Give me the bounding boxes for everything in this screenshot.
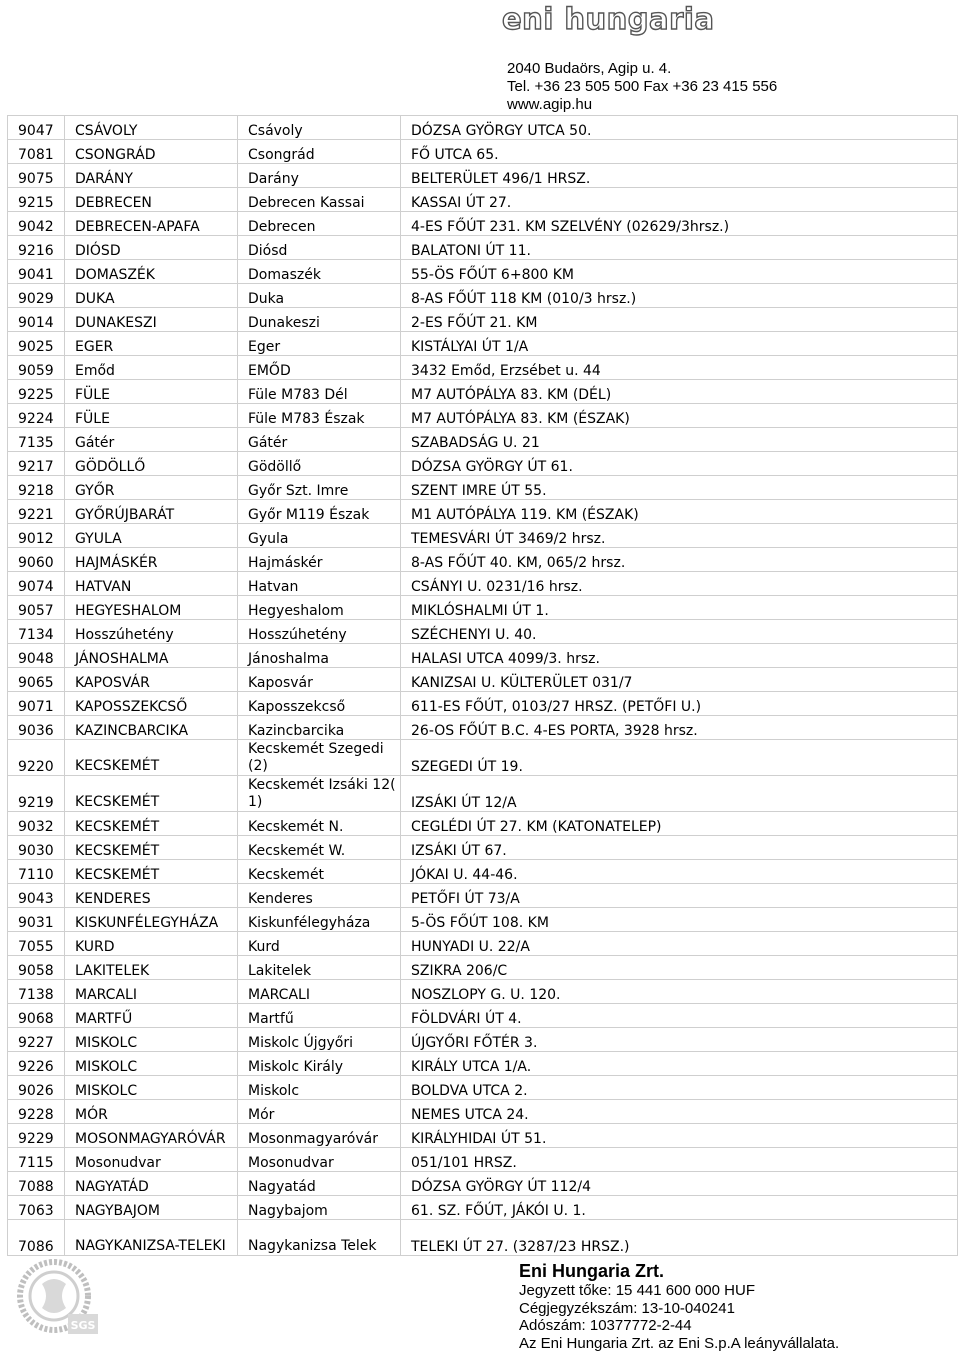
table-row <box>8 1028 958 1052</box>
station-address: 611-ES FŐÚT, 0103/27 HRSZ. (PETŐFI U.) <box>401 692 958 716</box>
station-address: SZEGEDI ÚT 19. <box>401 740 958 776</box>
station-name: Miskolc Király <box>238 1052 401 1076</box>
station-name: Hosszúhetény <box>238 620 401 644</box>
table-row <box>8 620 958 644</box>
station-code: 9216 <box>8 236 65 260</box>
station-city: MISKOLC <box>65 1028 238 1052</box>
station-name: Hajmáskér <box>238 548 401 572</box>
table-row <box>8 140 958 164</box>
table-row <box>8 716 958 740</box>
station-name: Csávoly <box>238 116 401 140</box>
station-code: 9014 <box>8 308 65 332</box>
station-city: KECSKEMÉT <box>65 836 238 860</box>
station-code: 7081 <box>8 140 65 164</box>
station-name: Kecskemét W. <box>238 836 401 860</box>
table-row <box>8 260 958 284</box>
station-code: 7110 <box>8 860 65 884</box>
table-row <box>8 980 958 1004</box>
table-row <box>8 692 958 716</box>
table-row <box>8 776 958 812</box>
table-row <box>8 524 958 548</box>
table-row <box>8 1124 958 1148</box>
station-name: Kurd <box>238 932 401 956</box>
station-code: 9058 <box>8 956 65 980</box>
station-city: MÓR <box>65 1100 238 1124</box>
sgs-seal-text: SGS <box>71 1319 96 1332</box>
station-name: Kecskemét N. <box>238 812 401 836</box>
station-name: Diósd <box>238 236 401 260</box>
station-address: DÓZSA GYÖRGY ÚT 112/4 <box>401 1172 958 1196</box>
station-address: 61. SZ. FŐÚT, JÁKÓI U. 1. <box>401 1196 958 1220</box>
station-name: Nagybajom <box>238 1196 401 1220</box>
station-city: MISKOLC <box>65 1076 238 1100</box>
station-code: 9026 <box>8 1076 65 1100</box>
station-city: EGER <box>65 332 238 356</box>
station-city: KENDERES <box>65 884 238 908</box>
station-name: Hatvan <box>238 572 401 596</box>
station-table <box>7 115 958 1256</box>
station-city: GYŐR <box>65 476 238 500</box>
station-address: KANIZSAI U. KÜLTERÜLET 031/7 <box>401 668 958 692</box>
station-address: 8-AS FŐÚT 118 KM (010/3 hrsz.) <box>401 284 958 308</box>
table-row <box>8 668 958 692</box>
station-code: 9043 <box>8 884 65 908</box>
station-name: Martfű <box>238 1004 401 1028</box>
station-code: 9228 <box>8 1100 65 1124</box>
station-address: BOLDVA UTCA 2. <box>401 1076 958 1100</box>
station-city: KECSKEMÉT <box>65 740 238 776</box>
station-code: 9042 <box>8 212 65 236</box>
station-address: HUNYADI U. 22/A <box>401 932 958 956</box>
station-code: 7134 <box>8 620 65 644</box>
station-code: 9059 <box>8 356 65 380</box>
station-city: Emőd <box>65 356 238 380</box>
station-name: Miskolc <box>238 1076 401 1100</box>
station-address: 4-ES FŐÚT 231. KM SZELVÉNY (02629/3hrsz.) <box>401 212 958 236</box>
station-code: 9220 <box>8 740 65 776</box>
website-link[interactable]: www.agip.hu <box>507 96 777 114</box>
station-code: 7063 <box>8 1196 65 1220</box>
station-code: 9060 <box>8 548 65 572</box>
table-row <box>8 308 958 332</box>
footer-registration: Cégjegyzékszám: 13-10-040241 <box>519 1300 839 1318</box>
station-city: NAGYBAJOM <box>65 1196 238 1220</box>
station-name: EMŐD <box>238 356 401 380</box>
station-address: KISTÁLYAI ÚT 1/A <box>401 332 958 356</box>
table-row <box>8 1220 958 1256</box>
station-address: MIKLÓSHALMI ÚT 1. <box>401 596 958 620</box>
station-code: 9032 <box>8 812 65 836</box>
station-name: Kaposvár <box>238 668 401 692</box>
station-code: 9075 <box>8 164 65 188</box>
station-name: Mosonmagyaróvár <box>238 1124 401 1148</box>
station-name: Füle M783 Dél <box>238 380 401 404</box>
station-code: 7135 <box>8 428 65 452</box>
table-row <box>8 1148 958 1172</box>
table-row <box>8 860 958 884</box>
station-address: SZENT IMRE ÚT 55. <box>401 476 958 500</box>
station-code: 9065 <box>8 668 65 692</box>
station-code: 9226 <box>8 1052 65 1076</box>
footer-company-name: Eni Hungaria Zrt. <box>519 1260 839 1282</box>
station-code: 9217 <box>8 452 65 476</box>
station-name: Eger <box>238 332 401 356</box>
station-code: 9224 <box>8 404 65 428</box>
station-code: 9219 <box>8 776 65 812</box>
table-row <box>8 380 958 404</box>
station-city: FÜLE <box>65 404 238 428</box>
station-address: M7 AUTÓPÁLYA 83. KM (ÉSZAK) <box>401 404 958 428</box>
station-address: 2-ES FŐÚT 21. KM <box>401 308 958 332</box>
station-code: 9029 <box>8 284 65 308</box>
station-code: 9036 <box>8 716 65 740</box>
phone-line: Tel. +36 23 505 500 Fax +36 23 415 556 <box>507 78 777 96</box>
station-name: Gátér <box>238 428 401 452</box>
station-address: M1 AUTÓPÁLYA 119. KM (ÉSZAK) <box>401 500 958 524</box>
table-row <box>8 644 958 668</box>
station-city: DUNAKESZI <box>65 308 238 332</box>
station-city: GÖDÖLLŐ <box>65 452 238 476</box>
station-code: 7115 <box>8 1148 65 1172</box>
table-row <box>8 956 958 980</box>
table-row <box>8 1004 958 1028</box>
station-name: Győr Szt. Imre <box>238 476 401 500</box>
table-row <box>8 836 958 860</box>
station-name: Kecskemét Szegedi (2) <box>238 740 401 776</box>
station-name: Mór <box>238 1100 401 1124</box>
station-code: 7086 <box>8 1220 65 1256</box>
station-address: NEMES UTCA 24. <box>401 1100 958 1124</box>
table-row <box>8 1076 958 1100</box>
table-row <box>8 452 958 476</box>
station-address: FŐ UTCA 65. <box>401 140 958 164</box>
station-city: MARCALI <box>65 980 238 1004</box>
station-city: KURD <box>65 932 238 956</box>
station-address: ÚJGYŐRI FŐTÉR 3. <box>401 1028 958 1052</box>
station-code: 9221 <box>8 500 65 524</box>
station-city: DUKA <box>65 284 238 308</box>
station-city: DOMASZÉK <box>65 260 238 284</box>
station-name: Debrecen Kassai <box>238 188 401 212</box>
address-line: 2040 Budaörs, Agip u. 4. <box>507 60 777 78</box>
station-code: 9048 <box>8 644 65 668</box>
station-code: 9225 <box>8 380 65 404</box>
station-address: SZABADSÁG U. 21 <box>401 428 958 452</box>
company-footer <box>519 1260 839 1352</box>
station-name: Csongrád <box>238 140 401 164</box>
station-address: HALASI UTCA 4099/3. hrsz. <box>401 644 958 668</box>
station-code: 9215 <box>8 188 65 212</box>
station-city: MOSONMAGYARÓVÁR <box>65 1124 238 1148</box>
table-row <box>8 356 958 380</box>
station-code: 9229 <box>8 1124 65 1148</box>
table-row <box>8 212 958 236</box>
station-address: TEMESVÁRI ÚT 3469/2 hrsz. <box>401 524 958 548</box>
station-code: 9074 <box>8 572 65 596</box>
station-address: SZIKRA 206/C <box>401 956 958 980</box>
station-code: 9041 <box>8 260 65 284</box>
station-name: Kenderes <box>238 884 401 908</box>
table-row <box>8 332 958 356</box>
table-row <box>8 548 958 572</box>
station-address: NOSZLOPY G. U. 120. <box>401 980 958 1004</box>
station-city: Gátér <box>65 428 238 452</box>
table-row <box>8 164 958 188</box>
table-row <box>8 1196 958 1220</box>
station-address: JÓKAI U. 44-46. <box>401 860 958 884</box>
station-code: 9071 <box>8 692 65 716</box>
station-name: Győr M119 Észak <box>238 500 401 524</box>
table-row <box>8 428 958 452</box>
station-address: CSÁNYI U. 0231/16 hrsz. <box>401 572 958 596</box>
table-row <box>8 284 958 308</box>
station-city: DEBRECEN <box>65 188 238 212</box>
table-row <box>8 932 958 956</box>
station-city: DIÓSD <box>65 236 238 260</box>
table-row <box>8 884 958 908</box>
station-city: CSÁVOLY <box>65 116 238 140</box>
station-table-body <box>8 116 958 1256</box>
station-address: 3432 Emőd, Erzsébet u. 44 <box>401 356 958 380</box>
station-name: Nagykanizsa Telek <box>238 1220 401 1256</box>
station-name: Miskolc Újgyőri <box>238 1028 401 1052</box>
table-row <box>8 812 958 836</box>
station-address: 5-ÖS FŐÚT 108. KM <box>401 908 958 932</box>
table-row <box>8 1052 958 1076</box>
station-city: KAZINCBARCIKA <box>65 716 238 740</box>
station-city: Mosonudvar <box>65 1148 238 1172</box>
station-city: KECSKEMÉT <box>65 860 238 884</box>
station-code: 7055 <box>8 932 65 956</box>
station-address: FÖLDVÁRI ÚT 4. <box>401 1004 958 1028</box>
station-name: Jánoshalma <box>238 644 401 668</box>
station-city: NAGYATÁD <box>65 1172 238 1196</box>
station-name: Kiskunfélegyháza <box>238 908 401 932</box>
station-city: MARTFŰ <box>65 1004 238 1028</box>
station-address: IZSÁKI ÚT 12/A <box>401 776 958 812</box>
station-address: BALATONI ÚT 11. <box>401 236 958 260</box>
station-name: Kecskemét Izsáki 12( 1) <box>238 776 401 812</box>
station-name: Kazincbarcika <box>238 716 401 740</box>
footer-parent-company: Az Eni Hungaria Zrt. az Eni S.p.A leányvállalata. <box>519 1335 839 1352</box>
station-address: DÓZSA GYÖRGY UTCA 50. <box>401 116 958 140</box>
station-name: Mosonudvar <box>238 1148 401 1172</box>
station-city: KAPOSSZEKCSŐ <box>65 692 238 716</box>
table-row <box>8 908 958 932</box>
station-name: Debrecen <box>238 212 401 236</box>
table-row <box>8 116 958 140</box>
station-city: HAJMÁSKÉR <box>65 548 238 572</box>
station-code: 7138 <box>8 980 65 1004</box>
station-city: KISKUNFÉLEGYHÁZA <box>65 908 238 932</box>
table-row <box>8 572 958 596</box>
station-code: 9030 <box>8 836 65 860</box>
station-city: KECSKEMÉT <box>65 812 238 836</box>
station-code: 9012 <box>8 524 65 548</box>
station-code: 9227 <box>8 1028 65 1052</box>
footer-tax-number: Adószám: 10377772-2-44 <box>519 1317 839 1335</box>
station-city: KECSKEMÉT <box>65 776 238 812</box>
station-address: 051/101 HRSZ. <box>401 1148 958 1172</box>
station-code: 9047 <box>8 116 65 140</box>
station-name: Füle M783 Észak <box>238 404 401 428</box>
station-address: KASSAI ÚT 27. <box>401 188 958 212</box>
station-city: HEGYESHALOM <box>65 596 238 620</box>
station-city: FÜLE <box>65 380 238 404</box>
sgs-seal-icon <box>12 1256 100 1338</box>
station-city: MISKOLC <box>65 1052 238 1076</box>
table-row <box>8 500 958 524</box>
station-city: Hosszúhetény <box>65 620 238 644</box>
station-name: Kaposszekcső <box>238 692 401 716</box>
station-address: PETŐFI ÚT 73/A <box>401 884 958 908</box>
station-name: Domaszék <box>238 260 401 284</box>
table-row <box>8 596 958 620</box>
table-row <box>8 404 958 428</box>
station-address: KIRÁLYHIDAI ÚT 51. <box>401 1124 958 1148</box>
station-name: Duka <box>238 284 401 308</box>
station-name: Gyula <box>238 524 401 548</box>
station-city: CSONGRÁD <box>65 140 238 164</box>
table-row <box>8 236 958 260</box>
station-name: Dunakeszi <box>238 308 401 332</box>
station-city: GYULA <box>65 524 238 548</box>
station-code: 7088 <box>8 1172 65 1196</box>
table-row <box>8 1172 958 1196</box>
company-address-block <box>507 60 777 114</box>
table-row <box>8 1100 958 1124</box>
footer-capital: Jegyzett tőke: 15 441 600 000 HUF <box>519 1282 839 1300</box>
station-city: GYŐRÚJBARÁT <box>65 500 238 524</box>
station-address: BELTERÜLET 496/1 HRSZ. <box>401 164 958 188</box>
station-city: JÁNOSHALMA <box>65 644 238 668</box>
station-address: M7 AUTÓPÁLYA 83. KM (DÉL) <box>401 380 958 404</box>
brand-logo: eni hungaria <box>502 2 714 36</box>
station-code: 9031 <box>8 908 65 932</box>
station-address: CEGLÉDI ÚT 27. KM (KATONATELEP) <box>401 812 958 836</box>
station-code: 9057 <box>8 596 65 620</box>
station-city: DARÁNY <box>65 164 238 188</box>
station-code: 9068 <box>8 1004 65 1028</box>
station-address: TELEKI ÚT 27. (3287/23 HRSZ.) <box>401 1220 958 1256</box>
station-name: Gödöllő <box>238 452 401 476</box>
station-name: Nagyatád <box>238 1172 401 1196</box>
station-address: 55-ÖS FŐÚT 6+800 KM <box>401 260 958 284</box>
station-address: 8-AS FŐÚT 40. KM, 065/2 hrsz. <box>401 548 958 572</box>
station-city: NAGYKANIZSA-TELEKI <box>65 1220 238 1256</box>
station-address: SZÉCHENYI U. 40. <box>401 620 958 644</box>
station-name: Darány <box>238 164 401 188</box>
station-code: 9025 <box>8 332 65 356</box>
station-city: KAPOSVÁR <box>65 668 238 692</box>
station-city: LAKITELEK <box>65 956 238 980</box>
station-name: Kecskemét <box>238 860 401 884</box>
table-row <box>8 740 958 776</box>
station-code: 9218 <box>8 476 65 500</box>
table-row <box>8 476 958 500</box>
station-name: Lakitelek <box>238 956 401 980</box>
station-address: 26-OS FŐÚT B.C. 4-ES PORTA, 3928 hrsz. <box>401 716 958 740</box>
station-city: HATVAN <box>65 572 238 596</box>
station-name: MARCALI <box>238 980 401 1004</box>
station-city: DEBRECEN-APAFA <box>65 212 238 236</box>
station-address: KIRÁLY UTCA 1/A. <box>401 1052 958 1076</box>
station-address: DÓZSA GYÖRGY ÚT 61. <box>401 452 958 476</box>
station-address: IZSÁKI ÚT 67. <box>401 836 958 860</box>
table-row <box>8 188 958 212</box>
station-name: Hegyeshalom <box>238 596 401 620</box>
